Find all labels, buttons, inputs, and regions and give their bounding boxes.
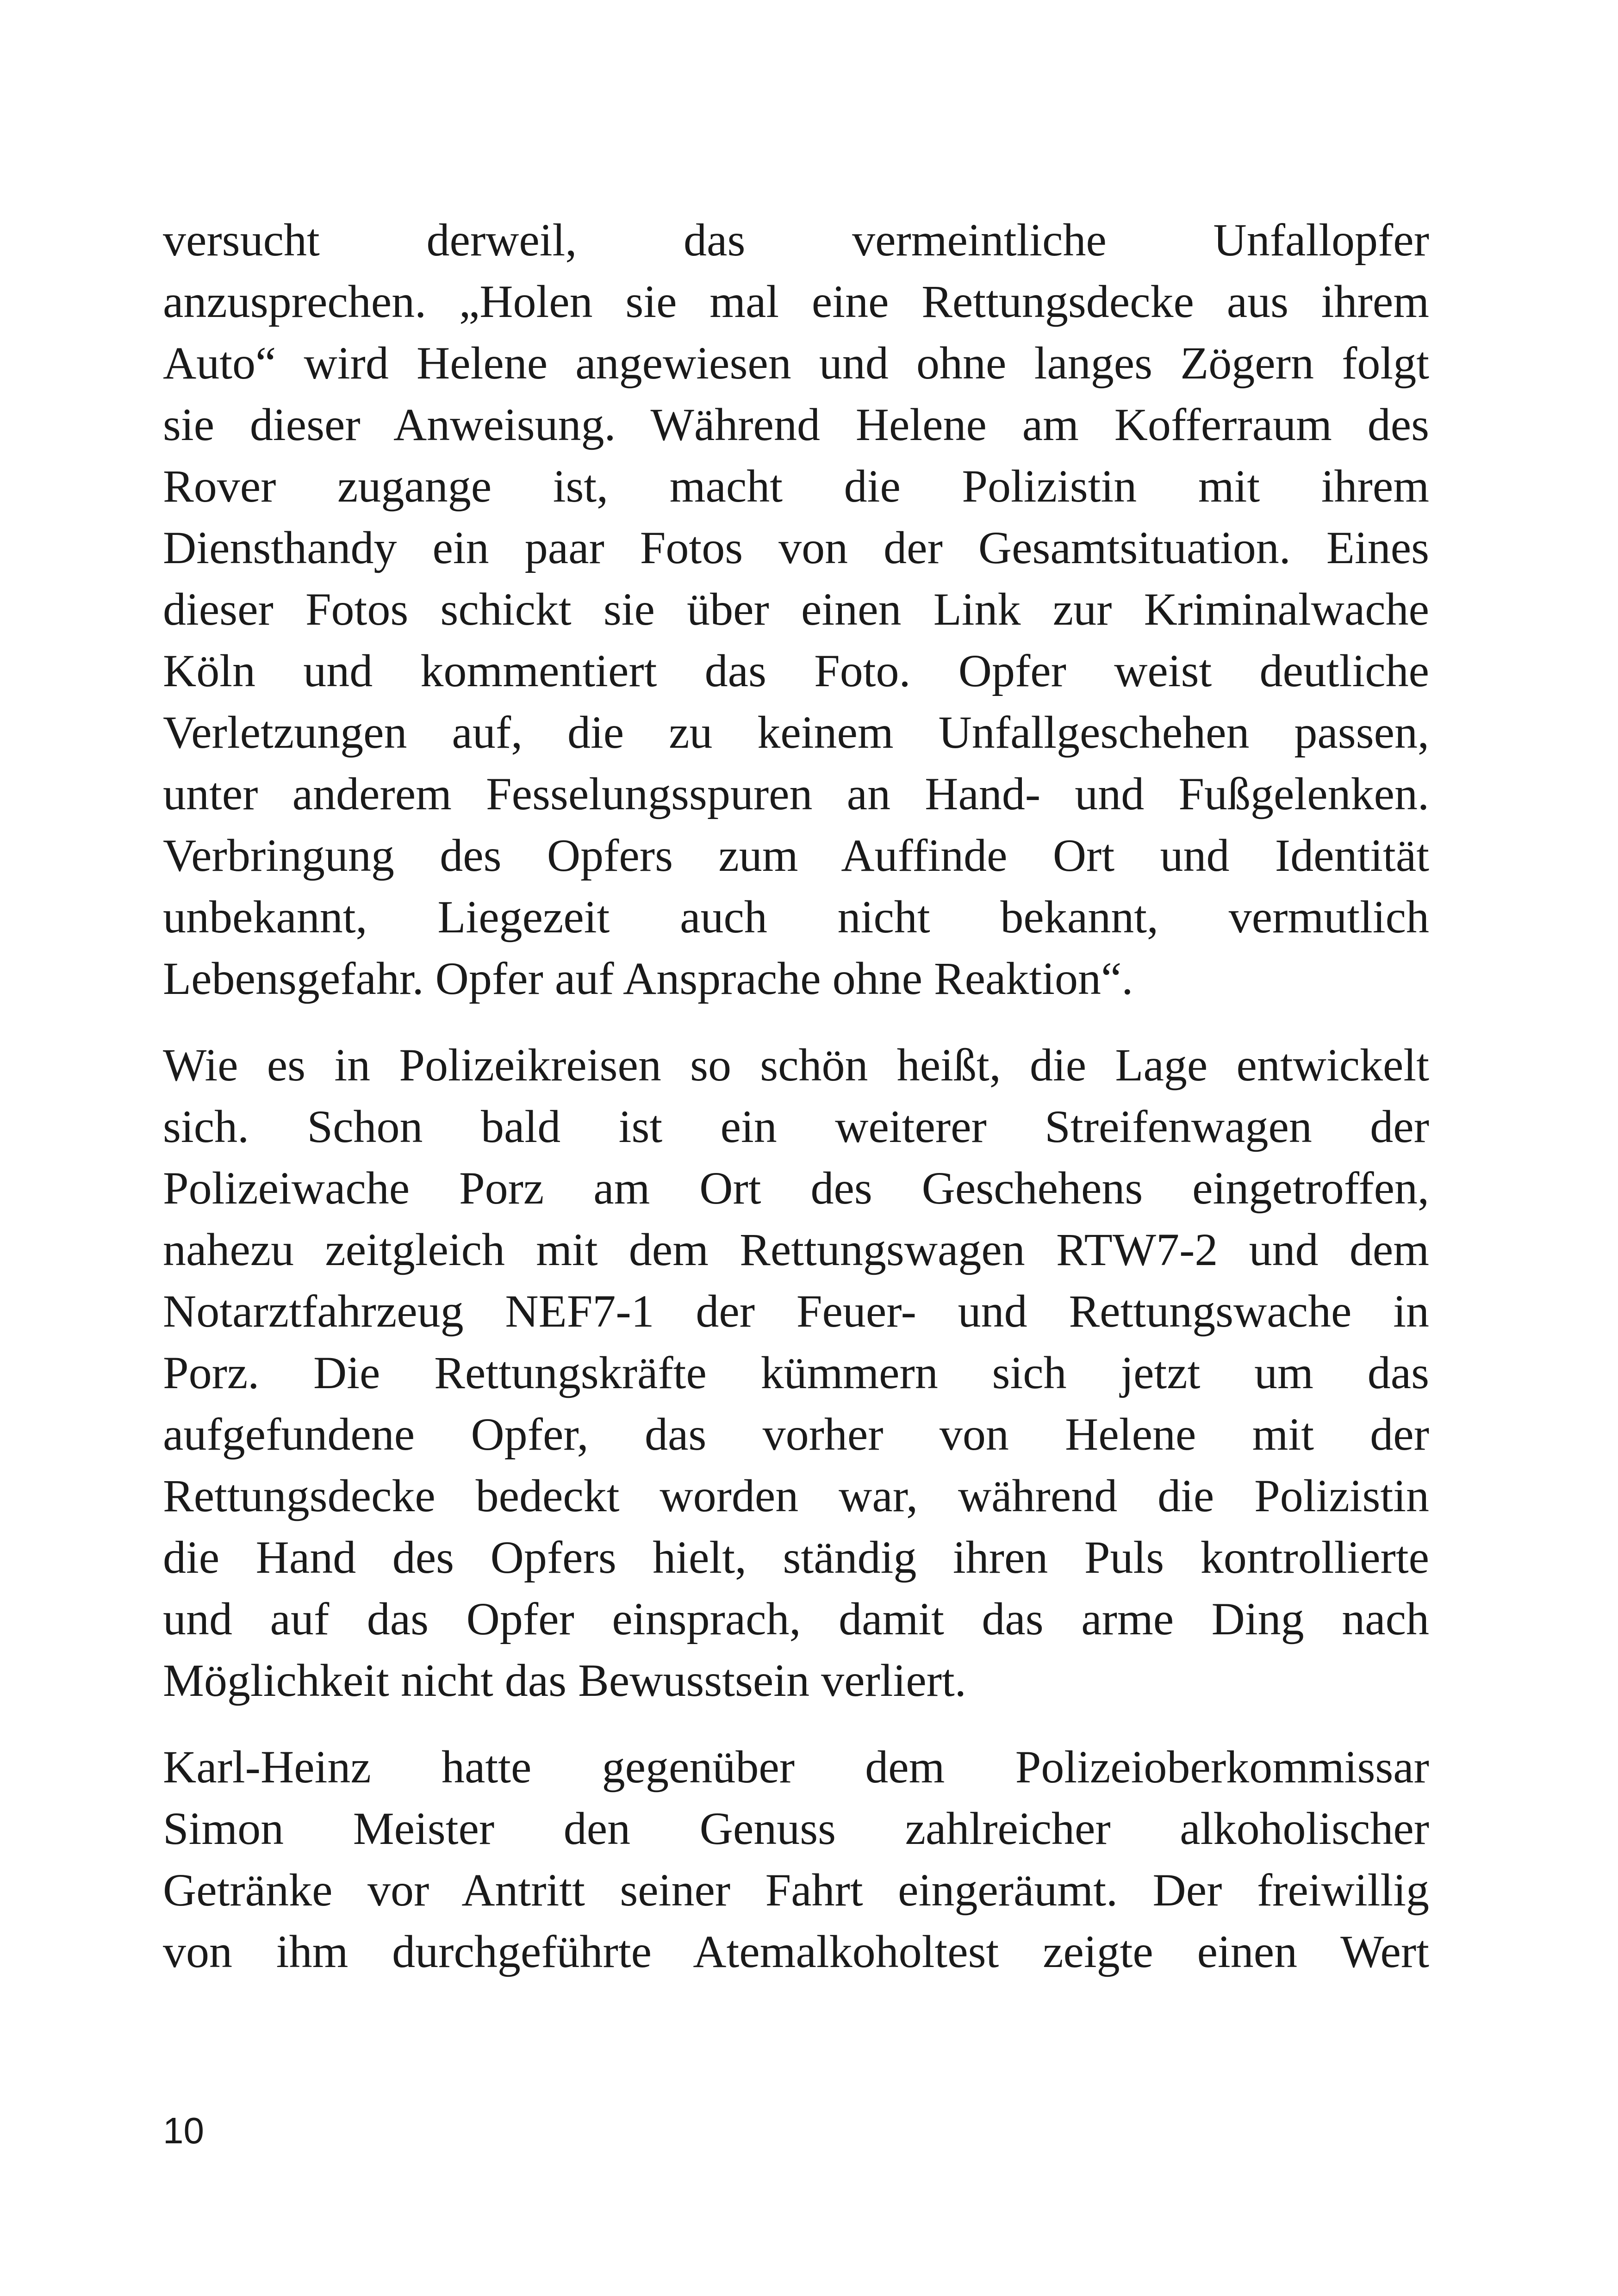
text-line: Wie es in Polizeikreisen so schön heißt, die Lage entwickelt bbox=[163, 1039, 1429, 1091]
paragraph-3 bbox=[163, 1736, 1429, 1982]
text-line: Notarztfahrzeug NEF7-1 der Feuer- und Rettungswache in bbox=[163, 1285, 1429, 1337]
text-line: aufgefundene Opfer, das vorher von Helene mit der bbox=[163, 1409, 1429, 1460]
text-line: Köln und kommentiert das Foto. Opfer weist deutliche bbox=[163, 645, 1429, 696]
text-line: Karl-Heinz hatte gegenüber dem Polizeioberkommissar bbox=[163, 1741, 1429, 1793]
text-line: Porz. Die Rettungskräfte kümmern sich jetzt um das bbox=[163, 1347, 1429, 1398]
paragraph-1 bbox=[163, 209, 1429, 1009]
paragraph-2 bbox=[163, 1034, 1429, 1711]
text-line: die Hand des Opfers hielt, ständig ihren Puls kontrollierte bbox=[163, 1532, 1429, 1583]
text-line: anzusprechen. „Holen sie mal eine Rettungsdecke aus ihrem bbox=[163, 276, 1429, 327]
text-line: Getränke vor Antritt seiner Fahrt eingeräumt. Der freiwillig bbox=[163, 1864, 1429, 1916]
body-text bbox=[163, 209, 1429, 1982]
text-line: dieser Fotos schickt sie über einen Link zur Kriminalwache bbox=[163, 583, 1429, 635]
text-line: Diensthandy ein paar Fotos von der Gesamtsituation. Eines bbox=[163, 522, 1429, 573]
text-line: und auf das Opfer einsprach, damit das arme Ding nach bbox=[163, 1593, 1429, 1644]
text-line: Lebensgefahr. Opfer auf Ansprache ohne Reaktion“. bbox=[163, 953, 1133, 1004]
text-line: Verbringung des Opfers zum Auffinde Ort und Identität bbox=[163, 830, 1429, 881]
text-line: Rettungsdecke bedeckt worden war, während die Polizistin bbox=[163, 1470, 1429, 1521]
text-line: sich. Schon bald ist ein weiterer Streifenwagen der bbox=[163, 1101, 1429, 1152]
text-line: versucht derweil, das vermeintliche Unfallopfer bbox=[163, 214, 1429, 266]
text-line: unbekannt, Liegezeit auch nicht bekannt, vermutlich bbox=[163, 891, 1429, 943]
text-line: sie dieser Anweisung. Während Helene am Kofferraum des bbox=[163, 399, 1429, 450]
text-line: nahezu zeitgleich mit dem Rettungswagen RTW7-2 und dem bbox=[163, 1224, 1429, 1275]
text-line: Verletzungen auf, die zu keinem Unfallgeschehen passen, bbox=[163, 707, 1429, 758]
text-line: unter anderem Fesselungsspuren an Hand- und Fußgelenken. bbox=[163, 768, 1429, 819]
text-line: von ihm durchgeführte Atemalkoholtest zeigte einen Wert bbox=[163, 1926, 1429, 1977]
text-line: Simon Meister den Genuss zahlreicher alkoholischer bbox=[163, 1803, 1429, 1854]
text-line: Möglichkeit nicht das Bewusstsein verliert. bbox=[163, 1655, 966, 1706]
text-line: Auto“ wird Helene angewiesen und ohne langes Zögern folgt bbox=[163, 337, 1429, 389]
text-line: Polizeiwache Porz am Ort des Geschehens eingetroffen, bbox=[163, 1162, 1429, 1214]
page-number: 10 bbox=[163, 2110, 204, 2151]
text-line: Rover zugange ist, macht die Polizistin mit ihrem bbox=[163, 460, 1429, 512]
